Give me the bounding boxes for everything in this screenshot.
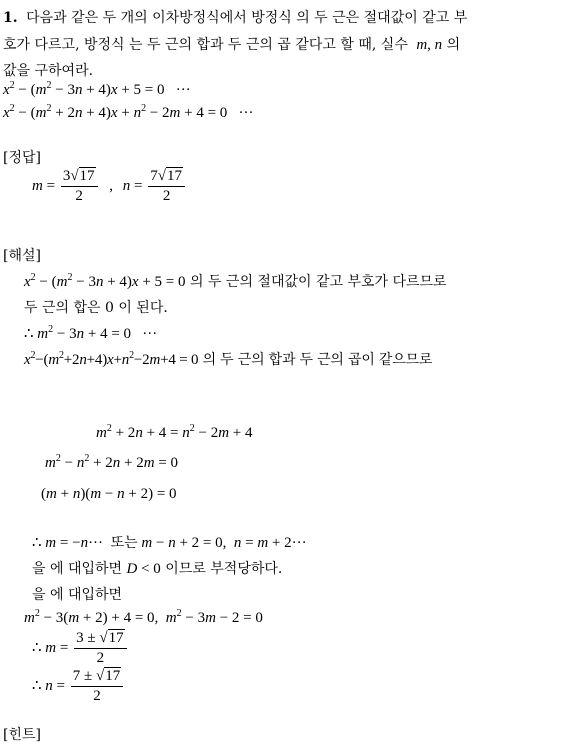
- calc-step-1: $m^2 + 2n + 4 = n^2 - 2m + 4$: [96, 423, 253, 441]
- answer-m-fraction: $\frac{3√17}{2}$: [61, 168, 98, 206]
- equation-1: $x^2 - (m^2 - 3n + 4)x + 5 = 0$ ···: [3, 80, 191, 98]
- problem-statement-line2: 호가 다르고, 방정식 는 두 근의 합과 두 근의 곱 같다고 할 때, 실수 m, n 의: [3, 37, 461, 53]
- explanation-line2: 두 근의 합은 0 이 된다.: [24, 300, 168, 316]
- explanation-heading: [해설]: [3, 248, 41, 264]
- explanation-line6: 을 에 대입하면 D < 0 이므로 부적당하다.: [32, 561, 283, 577]
- answer-heading: [정답]: [3, 150, 41, 166]
- n-result: ∴ n = $\frac{7 \pm √17}{2}$: [32, 668, 125, 706]
- problem-statement-line3: 값을 구하여라.: [3, 63, 94, 79]
- m-result-fraction: $\frac{3 \pm √17}{2}$: [74, 630, 126, 668]
- calc-step-3: (m + n)(m − n + 2) = 0: [41, 486, 177, 502]
- explanation-line4: $x^2-(m^2+2n+4)x+n^2-2m+4 = 0$ 의 두 근의 합과 두 근의 곱이 같으므로: [24, 350, 433, 368]
- n-result-fraction: $\frac{7 \pm √17}{2}$: [71, 668, 123, 706]
- answer-formula: m = $\frac{3√17}{2}$ , n = $\frac{7√17}{2}$: [32, 168, 187, 206]
- explanation-line1: $x^2 - (m^2 - 3n + 4)x + 5 = 0$ 의 두 근의 절대값이 같고 부호가 다르므로: [24, 272, 447, 290]
- explanation-line8: $m^2 - 3(m + 2) + 4 = 0$, $m^2 - 3m - 2 = 0$: [24, 608, 263, 626]
- explanation-line7: 을 에 대입하면: [32, 587, 123, 603]
- hint-heading: [힌트]: [3, 727, 41, 743]
- m-result: ∴ m = $\frac{3 \pm √17}{2}$: [32, 630, 129, 668]
- calc-step-2: $m^2 - n^2 + 2n + 2m = 0$: [45, 453, 179, 471]
- equation-2: $x^2 - (m^2 + 2n + 4)x + n^2 - 2m + 4 = 0$ ···: [3, 103, 254, 121]
- problem-statement-line1: 1. 다음과 같은 두 개의 이차방정식에서 방정식 의 두 근은 절대값이 같고 부: [3, 10, 468, 26]
- answer-n-fraction: $\frac{7√17}{2}$: [148, 168, 185, 206]
- explanation-line5: ∴ m = −n··· 또는 m − n + 2 = 0, n = m + 2···: [32, 535, 307, 551]
- problem-number: 1.: [3, 10, 18, 26]
- explanation-line3: ∴ $m^2 - 3n + 4 = 0$ ···: [24, 324, 158, 342]
